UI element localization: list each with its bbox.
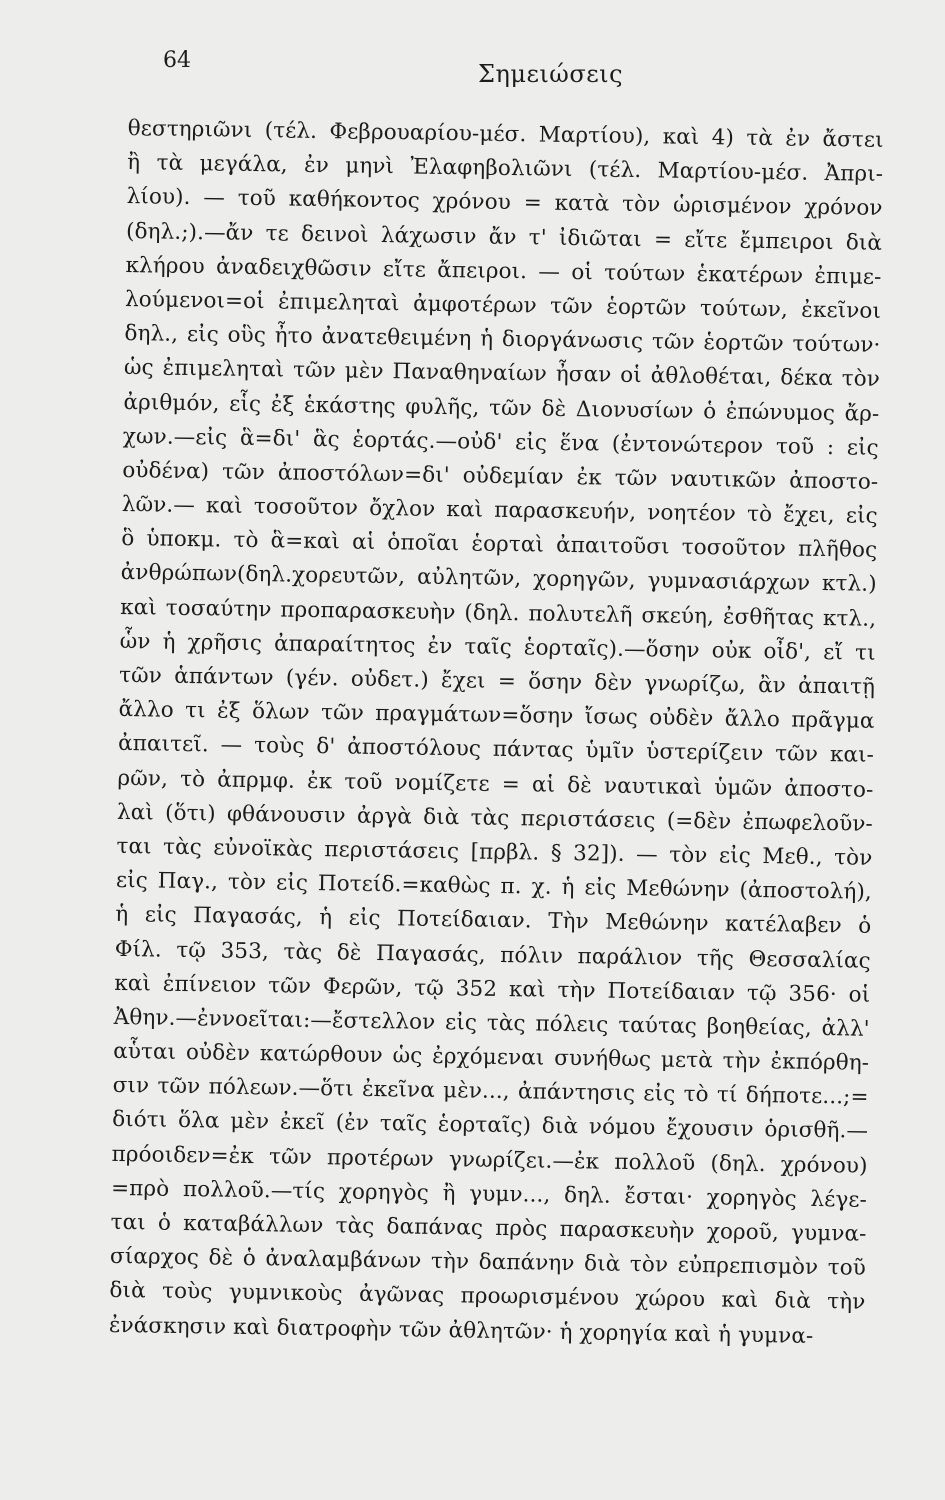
text-line: διὰ τοὺς γυμνικοὺς ἀγῶνας προωρισμένου χώρου καὶ διὰ τὴν: [109, 1278, 866, 1316]
text-line: ὡς ἐπιμεληταὶ τῶν μὲν Παναθηναίων ἦσαν οἱ ἀθλοθέται, δέκα τὸν: [123, 355, 881, 393]
text-line: ται ὁ καταβάλλων τὰς δαπάνας πρὸς παρασκευὴν χοροῦ, γυμνα-: [110, 1209, 867, 1247]
text-line: σιν τῶν πόλεων.—ὅτι ἐκεῖνα μὲν..., ἀπάντησις εἰς τὸ τί δήποτε...;=: [112, 1073, 869, 1111]
text-line: ἡ εἰς Παγασάς, ἡ εἰς Ποτείδαιαν. Τὴν Μεθώνην κατέλαβεν ὁ: [115, 902, 872, 940]
text-line: λίου). — τοῦ καθήκοντος χρόνου = κατὰ τὸν ὡρισμένον χρόνον: [126, 184, 883, 222]
text-line: λῶν.— καὶ τοσοῦτον ὄχλον καὶ παρασκευήν, νοητέον τὸ ἔχει, εἰς: [121, 492, 878, 529]
running-title: Σημειώσεις: [478, 60, 624, 88]
text-line: Ἀθην.—ἐννοεῖται:—ἔστελλον εἰς τὰς πόλεις ταύτας βοηθείας, ἀλλ': [113, 1004, 870, 1042]
text-line: ρῶν, τὸ ἀπρμφ. ἐκ τοῦ νομίζετε = αἱ δὲ ναυτικαὶ ὑμῶν ἀποστο-: [117, 765, 874, 803]
text-line: ἄλλο τι ἐξ ὅλων τῶν πραγμάτων=ὅσην ἴσως οὐδὲν ἄλλο πρᾶγμα: [118, 697, 875, 734]
text-line: ἀπαιτεῖ. — τοὺς δ' ἀποστόλους πάντας ὑμῖν ὑστερίζειν τῶν και-: [117, 731, 875, 769]
text-line: ἀριθμόν, εἷς ἐξ ἑκάστης φυλῆς, τῶν δὲ Διονυσίων ὁ ἐπώνυμος ἄρ-: [123, 389, 880, 427]
text-line: δηλ., εἰς οὓς ἦτο ἀνατεθειμένη ἡ διοργάνωσις τῶν ἑορτῶν τούτων·: [124, 321, 881, 358]
text-line: ὧν ἡ χρῆσις ἀπαραίτητος ἐν ταῖς ἑορταῖς).—ὅσην οὐκ οἶδ', εἴ τι: [119, 628, 876, 666]
text-line: χων.—εἰς ἃ=δι' ἃς ἑορτάς.—οὐδ' εἰς ἕνα (ἐντονώτερον τοῦ : εἰς: [122, 423, 880, 461]
text-line: σίαρχος δὲ ὁ ἀναλαμβάνων τὴν δαπάνην διὰ τὸν εὐπρεπισμὸν τοῦ: [109, 1244, 867, 1281]
notes-text: [109, 112, 884, 1354]
text-line: ἢ τὰ μεγάλα, ἐν μηνὶ Ἐλαφηβολιῶνι (τέλ. Μαρτίου-μέσ. Ἀπρι-: [127, 150, 884, 188]
text-line: διότι ὅλα μὲν ἐκεῖ (ἐν ταῖς ἑορταῖς) διὰ νόμου ἔχουσιν ὁρισθῆ.—: [111, 1107, 869, 1145]
text-line: ται τὰς εὐνοϊκὰς περιστάσεις [πρβλ. § 32]). — τὸν εἰς Μεθ., τὸν: [116, 833, 873, 871]
text-line: πρόοιδεν=ἐκ τῶν προτέρων γνωρίζει.—ἐκ πολλοῦ (δηλ. χρόνου): [111, 1141, 868, 1179]
text-line: Φίλ. τῷ 353, τὰς δὲ Παγασάς, πόλιν παράλιον τῆς Θεσσαλίας: [114, 936, 871, 974]
text-line: κλήρου ἀναδειχθῶσιν εἴτε ἄπειροι. — οἱ τούτων ἑκατέρων ἐπιμε-: [125, 252, 882, 290]
text-line: ὃ ὑποκμ. τὸ ἃ=καὶ αἱ ὁποῖαι ἑορταὶ ἀπαιτοῦσι τοσοῦτον πλῆθος: [121, 526, 878, 564]
text-line: (δηλ.;).—ἄν τε δεινοὶ λάχωσιν ἄν τ' ἰδιῶται = εἴτε ἔμπειροι διὰ: [125, 218, 883, 256]
page-number: 64: [163, 48, 191, 73]
text-line: λούμενοι=οἱ ἐπιμεληταὶ ἀμφοτέρων τῶν ἑορτῶν τούτων, ἐκεῖνοι: [124, 286, 882, 324]
text-line: εἰς Παγ., τὸν εἰς Ποτείδ.=καθὼς π. χ. ἡ εἰς Μεθώνην (ἀποστολή),: [115, 868, 873, 905]
text-line: οὐδένα) τῶν ἀποστόλων=δι' οὐδεμίαν ἐκ τῶν ναυτικῶν ἀποστο-: [122, 457, 879, 495]
text-line: =πρὸ πολλοῦ.—τίς χορηγὸς ἢ γυμν..., δηλ. ἔσται· χορηγὸς λέγε-: [110, 1175, 868, 1213]
text-line: ἀνθρώπων(δηλ.χορευτῶν, αὐλητῶν, χορηγῶν, γυμνασιάρχων κτλ.): [120, 560, 877, 598]
text-line: θεστηριῶνι (τέλ. Φεβρουαρίου-μέσ. Μαρτίου), καὶ 4) τὰ ἐν ἄστει: [127, 115, 884, 153]
text-line: αὗται οὐδὲν κατώρθουν ὡς ἐρχόμεναι συνήθως μετὰ τὴν ἐκπόρθη-: [113, 1038, 870, 1076]
text-line: τῶν ἁπάντων (γέν. οὐδετ.) ἔχει = ὅσην δὲν γνωρίζω, ἂν ἀπαιτῇ: [118, 662, 876, 700]
text-line: ἐνάσκησιν καὶ διατροφὴν τῶν ἀθλητῶν· ἡ χορηγία καὶ ἡ γυμνα-: [108, 1312, 814, 1349]
text-line: καὶ ἐπίνειον τῶν Φερῶν, τῷ 352 καὶ τὴν Ποτείδαιαν τῷ 356· οἱ: [114, 970, 871, 1008]
text-line: καὶ τοσαύτην προπαρασκευὴν (δηλ. πολυτελῆ σκεύη, ἐσθῆτας κτλ.,: [120, 594, 877, 632]
text-line: λαὶ (ὅτι) φθάνουσιν ἀργὰ διὰ τὰς περιστάσεις (=δὲν ἐπωφελοῦν-: [116, 799, 874, 837]
